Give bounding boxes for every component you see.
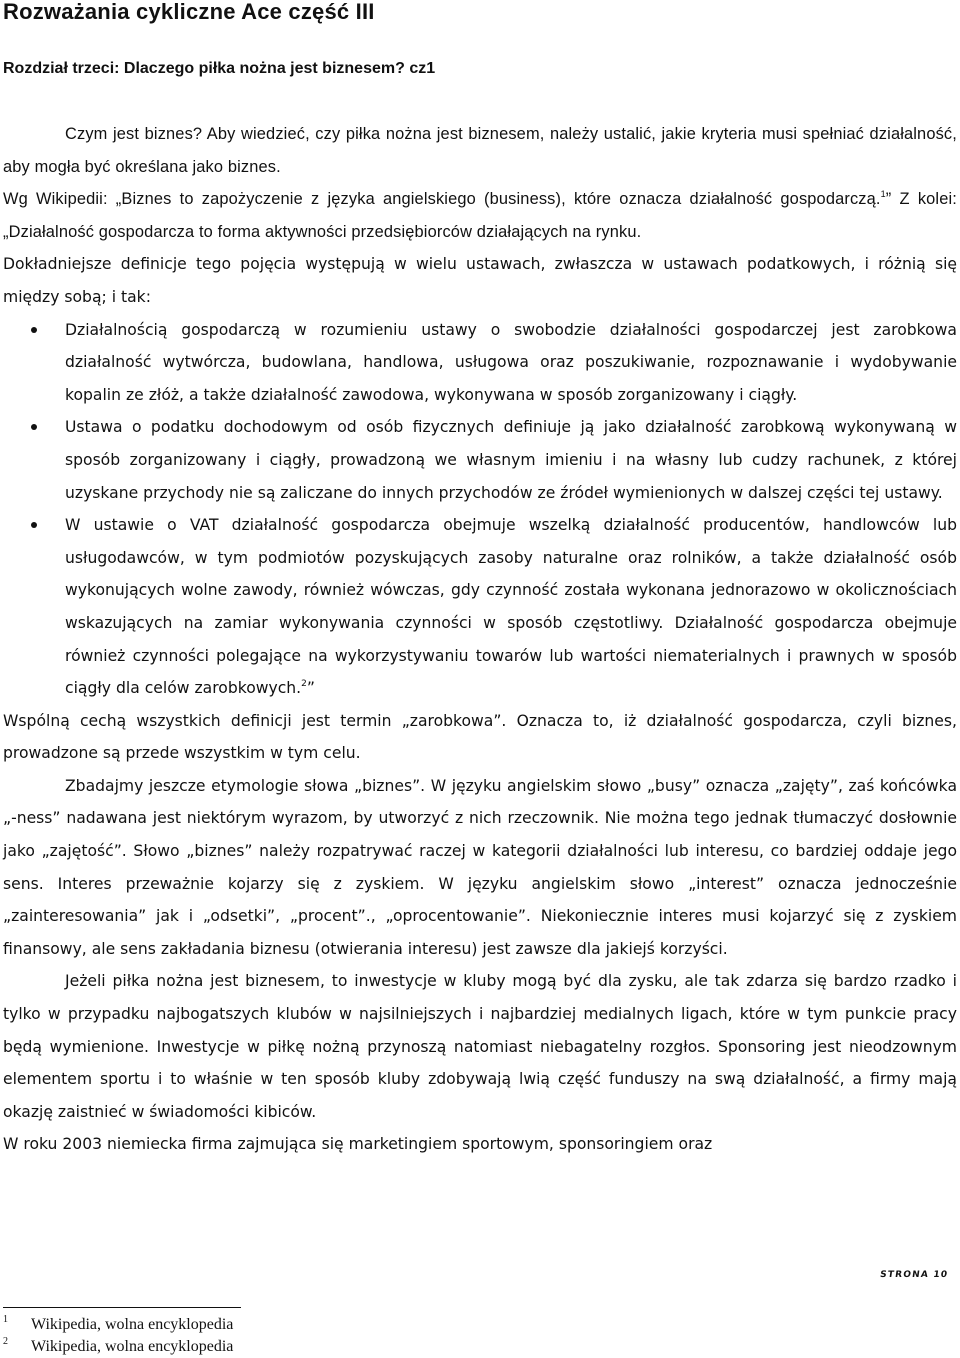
footnote-divider	[3, 1307, 241, 1308]
paragraph-wikipedia-part2: ” Z kolei: „Działalność gospodarcza to forma aktywności przedsiębiorców działających na rynku.	[3, 190, 957, 241]
footnote-2	[3, 1336, 233, 1358]
footnote-text: Wikipedia, wolna encyklopedia	[31, 1316, 234, 1333]
closing-quote: ”	[306, 679, 315, 698]
footnote-text: Wikipedia, wolna encyklopedia	[31, 1338, 234, 1355]
paragraph-wikipedia-part1: Wg Wikipedii: „Biznes to zapożyczenie z języka angielskiego (business), które oznacza działalność gospodarczą.	[3, 190, 881, 209]
paragraph-football-business: Jeżeli piłka nożna jest biznesem, to inwestycje w kluby mogą być dla zysku, ale tak zdarza się bardzo rzadko i tylko w przypadku najbogatszych klubów w najsilniejszych i najbardziej medialnych ligach, które w tym punkcie pracy będą wymienione. Inwestycje w piłkę nożną przynoszą natomiast niebagatelny rozgłos. Sponsoring jest nieodzownym elementem sportu i to właśnie w ten sposób kluby zdobywają lwią część funduszy na swą działalność, a firmy mają okazję zaistnieć w świadomości kibiców.	[3, 972, 957, 1121]
paragraph-common-feature: Wspólną cechą wszystkich definicji jest termin „zarobkowa”. Oznacza to, iż działalność gospodarcza, czyli biznes, prowadzone są przede wszystkim w tym celu.	[3, 711, 957, 763]
footnote-number: 2	[3, 1336, 8, 1347]
definitions-list	[3, 314, 957, 705]
document-body	[3, 118, 957, 1161]
chapter-heading: Rozdział trzeci: Dlaczego piłka nożna jest biznesem? cz1	[3, 60, 436, 77]
document-title: Rozważania cykliczne Ace część III	[3, 0, 375, 24]
footnote-1	[3, 1314, 233, 1336]
list-item	[3, 509, 957, 705]
footnote-ref-2: 2	[301, 679, 307, 690]
list-item: Działalnością gospodarczą w rozumieniu ustawy o swobodzie działalności gospodarczej jest zarobkowa działalność wytwórcza, budowlana, handlowa, usługowa oraz poszukiwanie, rozpoznawanie i wydobywanie kopalin ze złóż, a także działalność zawodowa, wykonywana w sposób zorganizowany i ciągły.	[3, 314, 957, 412]
footnote-number: 1	[3, 1314, 8, 1325]
list-item: Ustawa o podatku dochodowym od osób fizycznych definiuje ją jako działalność zarobkową wykonywaną w sposób zorganizowany i ciągły, prowadzoną we własnym imieniu i na własny lub cudzy rachunek, z której uzyskane przychody nie są zaliczane do innych przychodów ze źródeł wymienionych w dalszej części tej ustawy.	[3, 411, 957, 509]
paragraph-etymology: Zbadajmy jeszcze etymologie słowa „biznes”. W języku angielskim słowo „busy” oznacza „zajęty”, zaś końcówka „-ness” nadawana jest niektórym wyrazom, by utworzyć z nich rzeczownik. Nie można tego jednak tłumaczyć dosłownie jako „zajętość”. Słowo „biznes” należy rozpatrywać raczej w kategorii działalności lub interesu, co bardziej oddaje jego sens. Interes przeważnie kojarzy się z zyskiem. W języku angielskim słowo „interest” oznacza jednocześnie „zainteresowania” jak i „odsetki”, „procent”., „oprocentowanie”. Niekoniecznie interes musi kojarzyć się z zyskiem finansowy, ale sens zakładania biznesu (otwierania interesu) jest zawsze dla jakiejś korzyści.	[3, 776, 957, 958]
footnote-ref-1: 1	[880, 189, 886, 200]
paragraph-2003: W roku 2003 niemiecka firma zajmująca się marketingiem sportowym, sponsoringiem oraz	[3, 1135, 713, 1154]
paragraph-definitions: Dokładniejsze definicje tego pojęcia występują w wielu ustawach, zwłaszcza w ustawach podatkowych, i różnią się między sobą; i tak:	[3, 255, 957, 306]
list-item-text: W ustawie o VAT działalność gospodarcza obejmuje wszelką działalność producentów, handlowców lub usługodawców, w tym podmiotów pozyskujących zasoby naturalne oraz rolników, a także działalność osób wykonujących wolne zawody, również wówczas, gdy czynność została wykonana jednorazowo w okolicznościach wskazujących na zamiar wykonywania czynności w sposób częstotliwy. Działalność gospodarcza obejmuje również czynności polegające na wykorzystywaniu towarów lub wartości niematerialnych i prawnych w sposób ciągły dla celów zarobkowych.	[65, 516, 957, 698]
footnotes	[3, 1314, 233, 1358]
page-number-stamp: STRONA 10	[879, 1270, 949, 1280]
paragraph-wikipedia	[3, 183, 957, 248]
paragraph-intro: Czym jest biznes? Aby wiedzieć, czy piłka nożna jest biznesem, należy ustalić, jakie kryteria musi spełniać działalność, aby mogła być określana jako biznes.	[3, 125, 957, 176]
